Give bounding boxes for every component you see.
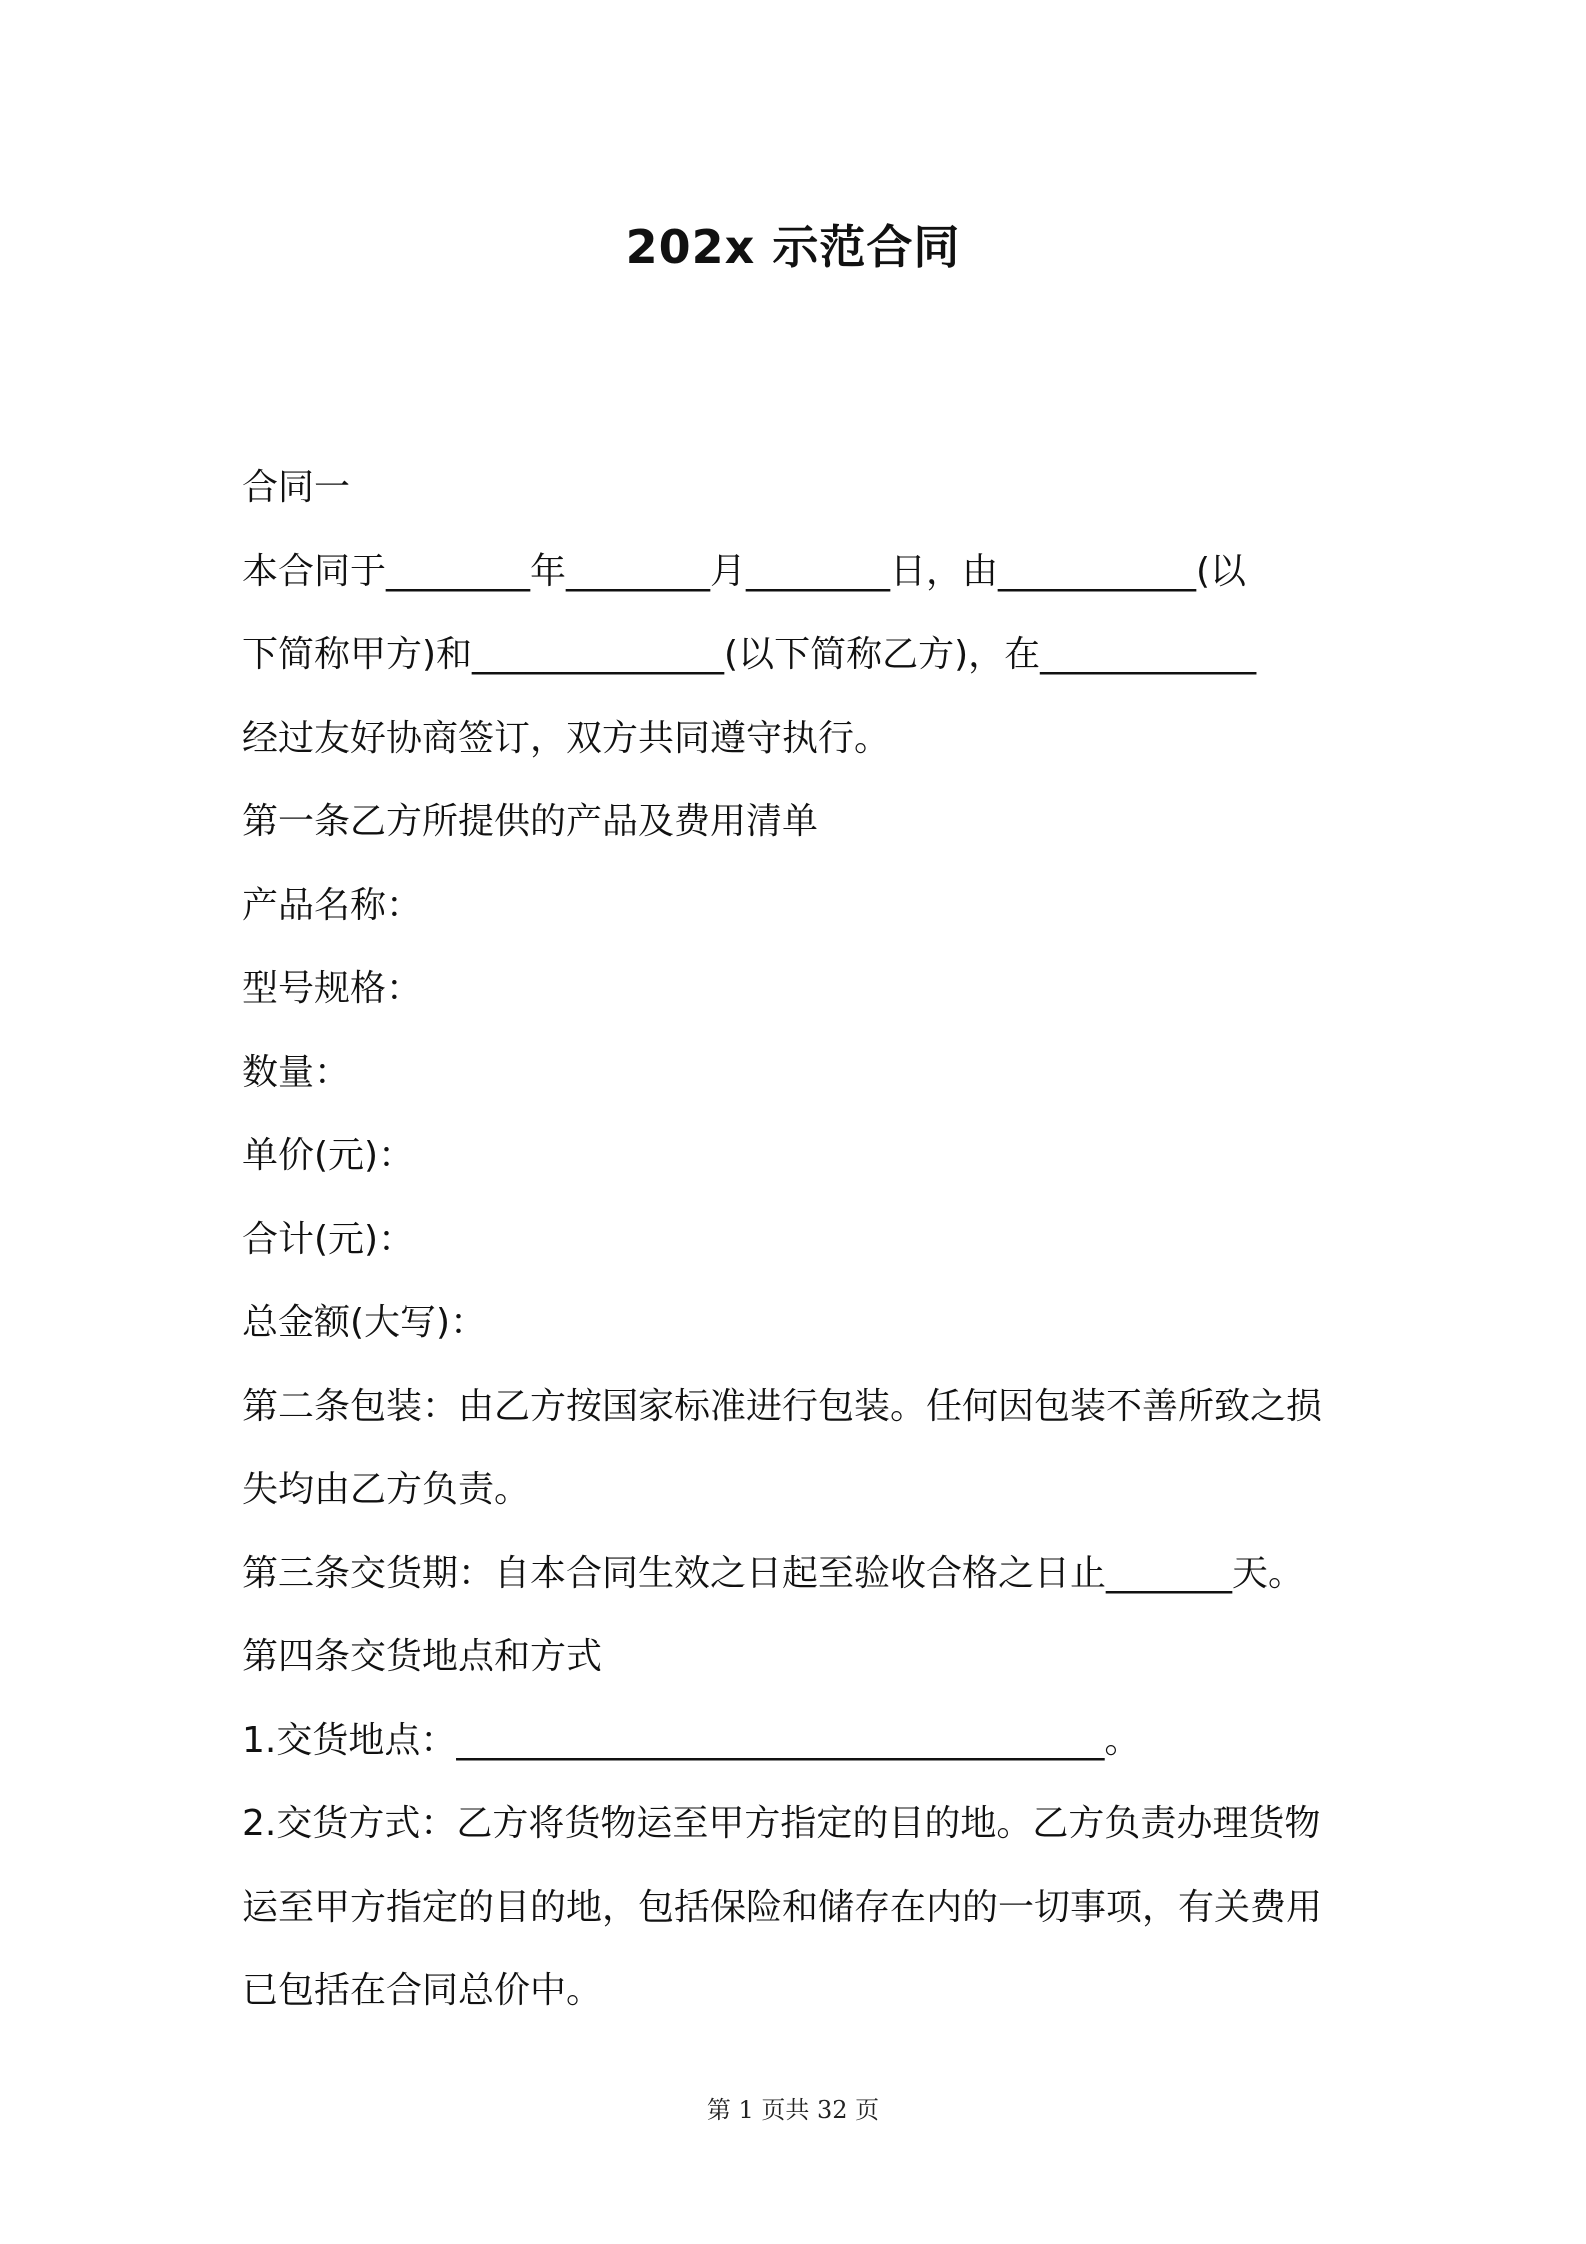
field-label-model-spec: 型号规格： xyxy=(242,968,423,1009)
article-heading: 第四条交货地点和方式 xyxy=(242,1636,603,1677)
list-item: 2.交货方式：乙方将货物运至甲方指定的目的地。乙方负责办理货物 xyxy=(242,1803,1321,1844)
field-label-subtotal: 合计(元)： xyxy=(242,1218,415,1260)
page-number-footer: 第 1 页共 32 页 xyxy=(706,2096,880,2124)
paragraph-line: 第二条包装：由乙方按国家标准进行包装。任何因包装不善所致之损 xyxy=(242,1385,1323,1427)
document-body xyxy=(242,446,1350,2033)
paragraph-line: 失均由乙方负责。 xyxy=(242,1469,531,1510)
paragraph-line: 本合同于________年________月________日，由___________(以 xyxy=(242,550,1247,592)
field-label-total-amount: 总金额(大写)： xyxy=(242,1302,487,1343)
field-label-quantity: 数量： xyxy=(242,1051,351,1093)
field-label-product-name: 产品名称： xyxy=(242,884,423,926)
article-heading: 第一条乙方所提供的产品及费用清单 xyxy=(242,801,819,842)
field-label-unit-price: 单价(元)： xyxy=(242,1135,415,1176)
list-item: 1.交货地点：____________________________________。 xyxy=(242,1719,1141,1761)
section-heading-contract-one: 合同一 xyxy=(242,467,351,508)
paragraph-line: 下简称甲方)和______________(以下简称乙方)，在____________ xyxy=(242,634,1257,675)
paragraph-line: 第三条交货期：自本合同生效之日起至验收合格之日止_______天。 xyxy=(242,1552,1305,1594)
document-title: 202x 示范合同 xyxy=(625,220,961,274)
paragraph-line: 经过友好协商签订，双方共同遵守执行。 xyxy=(242,717,891,759)
paragraph-line: 运至甲方指定的目的地，包括保险和储存在内的一切事项，有关费用 xyxy=(242,1886,1323,1928)
paragraph-line: 已包括在合同总价中。 xyxy=(242,1970,603,2011)
